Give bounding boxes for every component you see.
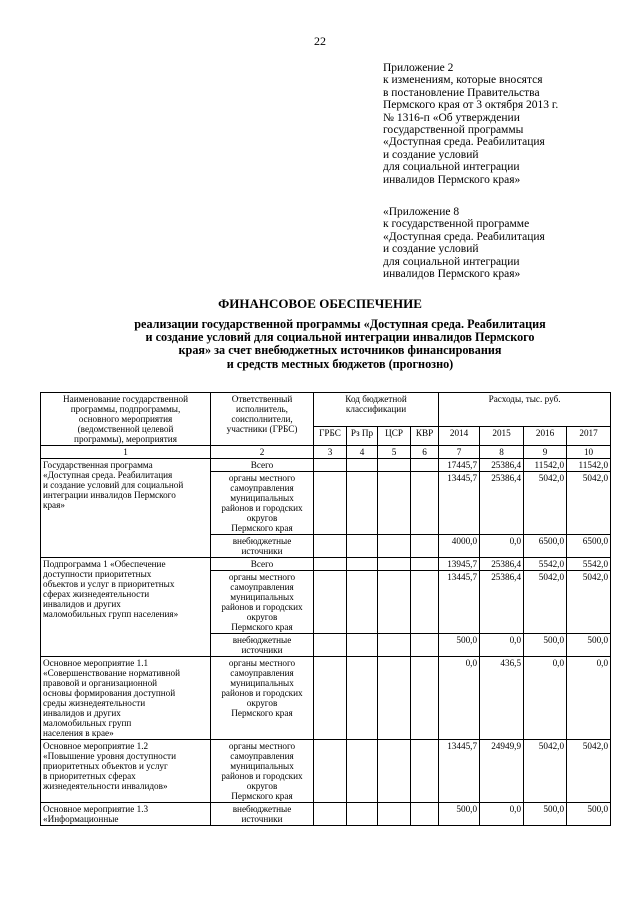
executor-line: самоуправления bbox=[230, 668, 294, 678]
program-name-cell bbox=[41, 459, 211, 558]
program-name-cell bbox=[41, 803, 211, 826]
expense-cell: 500,0 bbox=[439, 803, 480, 826]
expense-cell: 11542,0 bbox=[567, 459, 611, 472]
code-cell bbox=[347, 803, 378, 826]
code-cell bbox=[347, 634, 378, 657]
header-year: 2014 bbox=[439, 426, 480, 445]
header-year: 2015 bbox=[480, 426, 524, 445]
financing-table bbox=[40, 392, 611, 826]
expense-cell: 5042,0 bbox=[524, 571, 567, 634]
expense-cell: 5542,0 bbox=[567, 558, 611, 571]
column-number: 5 bbox=[378, 446, 411, 459]
program-name-line: объектов и услуг в приоритетных bbox=[43, 579, 175, 589]
table-row bbox=[41, 558, 611, 571]
header-line: основного мероприятия bbox=[78, 414, 173, 424]
executor-line: Всего bbox=[250, 559, 274, 569]
appendix-line: № 1316-п «Об утверждении bbox=[383, 111, 520, 124]
appendix-line: для социальной интеграции bbox=[383, 161, 520, 174]
expense-cell: 5042,0 bbox=[524, 472, 567, 535]
executor-cell bbox=[211, 459, 314, 472]
code-cell bbox=[314, 740, 347, 803]
executor-line: Пермского края bbox=[231, 523, 293, 533]
executor-line: органы местного bbox=[228, 572, 296, 582]
header-executor bbox=[211, 393, 314, 446]
appendix-line: к государственной программе bbox=[383, 218, 530, 231]
code-cell bbox=[411, 558, 439, 571]
code-cell bbox=[411, 740, 439, 803]
expense-cell: 17445,7 bbox=[439, 459, 480, 472]
code-cell bbox=[411, 657, 439, 740]
appendix-line: инвалидов Пермского края» bbox=[383, 268, 521, 281]
executor-line: источники bbox=[241, 546, 283, 556]
code-cell bbox=[378, 740, 411, 803]
subtitle-line: и создание условий для социальной интеграции инвалидов Пермского bbox=[145, 330, 535, 345]
column-number: 2 bbox=[211, 446, 314, 459]
program-name-line: инвалидов и других bbox=[43, 599, 121, 609]
expense-cell: 11542,0 bbox=[524, 459, 567, 472]
appendix-line: и создание условий bbox=[383, 243, 479, 256]
table-row bbox=[41, 459, 611, 472]
executor-cell bbox=[211, 634, 314, 657]
program-name-line: в приоритетных сферах bbox=[43, 771, 136, 781]
program-name-line: и создание условий для социальной bbox=[43, 480, 184, 490]
code-cell bbox=[314, 657, 347, 740]
expense-cell: 4000,0 bbox=[439, 535, 480, 558]
appendix-line: «Доступная среда. Реабилитация bbox=[383, 136, 545, 149]
executor-line: округов bbox=[246, 513, 278, 523]
expense-cell: 0,0 bbox=[567, 657, 611, 740]
program-name-line: приоритетных объектов и услуг bbox=[43, 761, 168, 771]
expense-cell: 0,0 bbox=[524, 657, 567, 740]
expense-cell: 5042,0 bbox=[567, 472, 611, 535]
code-cell bbox=[378, 803, 411, 826]
column-number: 4 bbox=[347, 446, 378, 459]
code-cell bbox=[378, 558, 411, 571]
executor-line: внебюджетные bbox=[232, 804, 292, 814]
code-cell bbox=[347, 558, 378, 571]
executor-line: муниципальных bbox=[230, 678, 294, 688]
table-body bbox=[41, 459, 611, 826]
executor-line: внебюджетные bbox=[232, 536, 292, 546]
executor-line: органы местного bbox=[228, 658, 296, 668]
header-line: (ведомственной целевой bbox=[77, 424, 174, 434]
program-name-line: инвалидов и других bbox=[43, 708, 121, 718]
executor-line: районов и городских bbox=[221, 771, 303, 781]
column-number: 10 bbox=[567, 446, 611, 459]
header-code: КВР bbox=[411, 426, 439, 445]
program-name-line: среды жизнедеятельности bbox=[43, 698, 146, 708]
code-cell bbox=[314, 634, 347, 657]
executor-cell bbox=[211, 657, 314, 740]
executor-cell bbox=[211, 803, 314, 826]
executor-cell bbox=[211, 535, 314, 558]
program-name-line: сферах жизнедеятельности bbox=[43, 589, 150, 599]
program-name-line: «Совершенствование нормативной bbox=[43, 668, 181, 678]
expense-cell: 5042,0 bbox=[567, 571, 611, 634]
executor-line: муниципальных bbox=[230, 761, 294, 771]
document-subtitle bbox=[70, 318, 610, 371]
appendix-line: Пермского края от 3 октября 2013 г. bbox=[383, 99, 559, 112]
executor-cell bbox=[211, 740, 314, 803]
program-name-line: «Повышение уровня доступности bbox=[43, 751, 176, 761]
appendix-line: в постановление Правительства bbox=[383, 86, 540, 99]
code-cell bbox=[347, 657, 378, 740]
document-title: ФИНАНСОВОЕ ОБЕСПЕЧЕНИЕ bbox=[218, 296, 422, 311]
header-year: 2017 bbox=[567, 426, 611, 445]
subtitle-line: края» за счет внебюджетных источников финансирования bbox=[178, 343, 502, 358]
header-line: исполнитель, bbox=[236, 404, 288, 414]
expense-cell: 0,0 bbox=[480, 535, 524, 558]
code-cell bbox=[347, 535, 378, 558]
code-cell bbox=[411, 535, 439, 558]
code-cell bbox=[314, 558, 347, 571]
code-cell bbox=[347, 459, 378, 472]
program-name-line: основы формирования доступной bbox=[43, 688, 176, 698]
column-number: 9 bbox=[524, 446, 567, 459]
executor-line: муниципальных bbox=[230, 592, 294, 602]
executor-line: источники bbox=[241, 645, 283, 655]
executor-line: районов и городских bbox=[221, 503, 303, 513]
appendix-line: к изменениям, которые вносятся bbox=[383, 74, 543, 87]
executor-line: районов и городских bbox=[221, 688, 303, 698]
column-number: 7 bbox=[439, 446, 480, 459]
header-code: ГРБС bbox=[314, 426, 347, 445]
appendix-line: Приложение 2 bbox=[383, 62, 454, 74]
program-name-line: Основное мероприятие 1.1 bbox=[43, 658, 149, 668]
table-row bbox=[41, 657, 611, 740]
expense-cell: 5042,0 bbox=[567, 740, 611, 803]
code-cell bbox=[314, 803, 347, 826]
header-line: Наименование государственной bbox=[62, 394, 188, 404]
code-cell bbox=[314, 472, 347, 535]
code-cell bbox=[411, 803, 439, 826]
expense-cell: 25386,4 bbox=[480, 459, 524, 472]
expense-cell: 5542,0 bbox=[524, 558, 567, 571]
executor-line: органы местного bbox=[228, 741, 296, 751]
page-number: 22 bbox=[314, 34, 326, 48]
expense-cell: 6500,0 bbox=[524, 535, 567, 558]
program-name-line: интеграции инвалидов Пермского bbox=[43, 490, 176, 500]
subtitle-line: реализации государственной программы «Доступная среда. Реабилитация bbox=[134, 317, 546, 331]
appendix-line: для социальной интеграции bbox=[383, 255, 520, 268]
header-line: участники (ГРБС) bbox=[226, 424, 298, 434]
code-cell bbox=[378, 571, 411, 634]
executor-line: источники bbox=[241, 814, 283, 824]
code-cell bbox=[314, 535, 347, 558]
appendix-change-block bbox=[383, 62, 623, 186]
column-number: 6 bbox=[411, 446, 439, 459]
table-header-row bbox=[41, 393, 611, 427]
code-cell bbox=[378, 535, 411, 558]
code-cell bbox=[378, 634, 411, 657]
program-name-line: Подпрограмма 1 «Обеспечение bbox=[43, 559, 166, 569]
header-line: программы, подпрограммы, bbox=[70, 404, 181, 414]
header-year: 2016 bbox=[524, 426, 567, 445]
column-number: 3 bbox=[314, 446, 347, 459]
code-cell bbox=[378, 459, 411, 472]
appendix-line: государственной программы bbox=[383, 124, 524, 137]
appendix-program-block bbox=[383, 206, 623, 280]
executor-line: органы местного bbox=[228, 473, 296, 483]
executor-line: Пермского края bbox=[231, 622, 293, 632]
appendix-line: инвалидов Пермского края» bbox=[383, 173, 521, 186]
executor-line: округов bbox=[246, 698, 278, 708]
code-cell bbox=[411, 571, 439, 634]
expense-cell: 500,0 bbox=[567, 803, 611, 826]
expense-cell: 500,0 bbox=[439, 634, 480, 657]
expense-cell: 24949,9 bbox=[480, 740, 524, 803]
program-name-line: населения в крае» bbox=[43, 728, 114, 738]
expense-cell: 25386,4 bbox=[480, 472, 524, 535]
code-cell bbox=[411, 459, 439, 472]
executor-line: самоуправления bbox=[230, 582, 294, 592]
header-line: программы), мероприятия bbox=[74, 434, 177, 444]
expense-cell: 500,0 bbox=[524, 803, 567, 826]
appendix-line: «Приложение 8 bbox=[383, 206, 460, 218]
code-cell bbox=[378, 472, 411, 535]
program-name-cell bbox=[41, 558, 211, 657]
program-name-line: маломобильных групп bbox=[43, 718, 132, 728]
executor-line: самоуправления bbox=[230, 751, 294, 761]
subtitle-line: и средств местных бюджетов (прогнозно) bbox=[226, 356, 454, 371]
program-name-line: правовой и организационной bbox=[43, 678, 158, 688]
header-code: ЦСР bbox=[378, 426, 411, 445]
column-number: 8 bbox=[480, 446, 524, 459]
program-name-cell bbox=[41, 657, 211, 740]
program-name-line: маломобильных групп населения» bbox=[43, 609, 179, 619]
program-name-line: края» bbox=[43, 500, 65, 510]
program-name-line: доступности приоритетных bbox=[43, 569, 152, 579]
program-name-line: «Доступная среда. Реабилитация bbox=[43, 470, 173, 480]
executor-line: округов bbox=[246, 612, 278, 622]
executor-line: районов и городских bbox=[221, 602, 303, 612]
executor-line: Пермского края bbox=[231, 791, 293, 801]
header-code: Рз Пр bbox=[347, 426, 378, 445]
expense-cell: 6500,0 bbox=[567, 535, 611, 558]
code-cell bbox=[347, 472, 378, 535]
appendix-line: и создание условий bbox=[383, 148, 479, 161]
header-budget-code: Код бюджетной классификации bbox=[314, 393, 439, 427]
program-name-line: жизнедеятельности инвалидов» bbox=[43, 781, 168, 791]
program-name-line: Основное мероприятие 1.3 bbox=[43, 804, 149, 814]
code-cell bbox=[378, 657, 411, 740]
expense-cell: 0,0 bbox=[480, 634, 524, 657]
header-name bbox=[41, 393, 211, 446]
code-cell bbox=[314, 459, 347, 472]
expense-cell: 25386,4 bbox=[480, 558, 524, 571]
program-name-line: «Информационные bbox=[43, 814, 119, 824]
expense-cell: 13445,7 bbox=[439, 740, 480, 803]
expense-cell: 13945,7 bbox=[439, 558, 480, 571]
executor-line: Всего bbox=[250, 460, 274, 470]
executor-line: самоуправления bbox=[230, 483, 294, 493]
code-cell bbox=[411, 634, 439, 657]
executor-line: Пермского края bbox=[231, 708, 293, 718]
executor-line: внебюджетные bbox=[232, 635, 292, 645]
expense-cell: 0,0 bbox=[480, 803, 524, 826]
expense-cell: 5042,0 bbox=[524, 740, 567, 803]
executor-line: округов bbox=[246, 781, 278, 791]
executor-cell bbox=[211, 558, 314, 571]
expense-cell: 0,0 bbox=[439, 657, 480, 740]
code-cell bbox=[347, 571, 378, 634]
table-row bbox=[41, 803, 611, 826]
code-cell bbox=[411, 472, 439, 535]
code-cell bbox=[347, 740, 378, 803]
program-name-line: Основное мероприятие 1.2 bbox=[43, 741, 149, 751]
appendix-line: «Доступная среда. Реабилитация bbox=[383, 230, 545, 243]
program-name-cell bbox=[41, 740, 211, 803]
code-cell bbox=[314, 571, 347, 634]
executor-cell bbox=[211, 571, 314, 634]
expense-cell: 500,0 bbox=[567, 634, 611, 657]
column-number-row bbox=[41, 446, 611, 459]
executor-cell bbox=[211, 472, 314, 535]
expense-cell: 13445,7 bbox=[439, 571, 480, 634]
header-expenses: Расходы, тыс. руб. bbox=[439, 393, 611, 427]
column-number: 1 bbox=[41, 446, 211, 459]
header-line: соисполнители, bbox=[231, 414, 293, 424]
program-name-line: Государственная программа bbox=[43, 460, 153, 470]
expense-cell: 436,5 bbox=[480, 657, 524, 740]
expense-cell: 13445,7 bbox=[439, 472, 480, 535]
expense-cell: 500,0 bbox=[524, 634, 567, 657]
expense-cell: 25386,4 bbox=[480, 571, 524, 634]
executor-line: муниципальных bbox=[230, 493, 294, 503]
table-row bbox=[41, 740, 611, 803]
header-line: Ответственный bbox=[231, 394, 293, 404]
